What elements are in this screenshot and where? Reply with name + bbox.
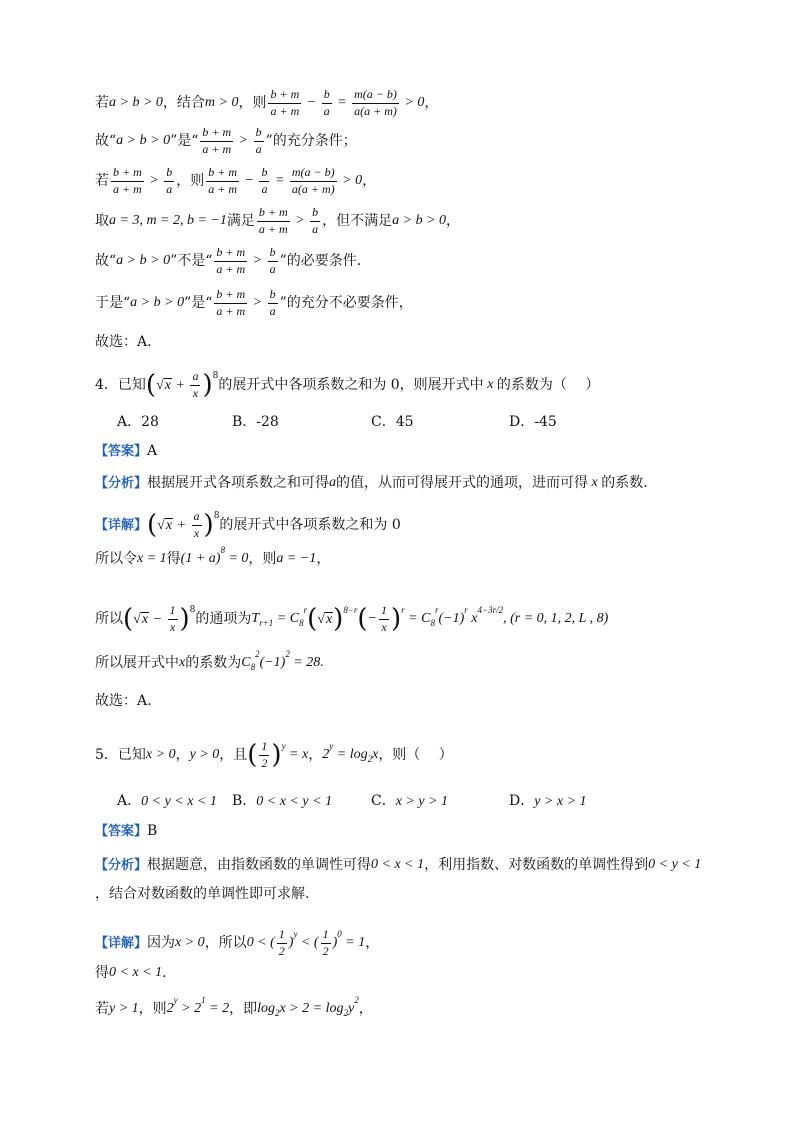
fraction: $\frac{a}{x}$: [193, 509, 200, 540]
question-number: 4．已知: [95, 377, 146, 394]
text: 所以令: [95, 551, 137, 567]
text: 故“: [95, 253, 117, 270]
answer-4: [95, 444, 157, 458]
detail-tag: 【详解】: [95, 935, 148, 951]
text: 因为: [147, 935, 176, 952]
text: 所以展开式中: [95, 655, 179, 671]
detail-5-step-2: 若 y > 1 ，则 $2^y > 2^1 = 2$ ，即 $\log_2x > 2 = \log_2y^2$ ，: [95, 995, 373, 1018]
detail-tag: 【详解】: [95, 517, 148, 533]
text: 得: [95, 965, 109, 981]
option-d: D．y > x > 1: [509, 793, 587, 809]
option-a: A．0 < y < x < 1: [117, 793, 217, 809]
solution-line-1: 若 a > b > 0 ，结合 m > 0 ，则 $\frac{b + m}{a + m}$ − $\frac{b}{a}$ = $\frac{m(a - b)}{a(a + m)}$ > 0 ，: [95, 87, 439, 118]
text: ，且: [219, 747, 248, 764]
text: ，则: [238, 95, 267, 112]
option-b: B．-28: [232, 414, 279, 430]
math-expr: m > 0: [204, 95, 239, 111]
text: ”的充分不必要条件，: [279, 295, 413, 312]
text: 所以: [95, 611, 123, 628]
text: 的系数为（ ）: [496, 377, 600, 394]
text: 的展开式中各项系数之和为 0，则展开式中: [218, 377, 484, 394]
solution-line-6: 于是“ a > b > 0 ”是“ $\frac{b + m}{a + m}$ > $\frac{b}{a}$ ”的充分不必要条件，: [95, 287, 413, 318]
solution-line-5: 故“ a > b > 0 ”不是“ $\frac{b + m}{a + m}$ > $\frac{b}{a}$ ”的必要条件．: [95, 245, 371, 276]
answer-value: A: [147, 443, 158, 459]
text: ，则: [176, 173, 205, 190]
text: ，但不满足: [322, 213, 393, 230]
text: ，: [308, 747, 323, 764]
text: ，: [446, 213, 461, 230]
question-5: 5．已知 x > 0 ， y > 0 ，且 ( $\frac{1}{2}$ ) y = x ， $2^y = \log_2x$ ，则（ ）: [95, 739, 453, 771]
analysis-tag: 【分析】: [95, 475, 148, 491]
text: ，: [424, 95, 439, 112]
math-expr: a = 3, m = 2, b = −1: [109, 213, 227, 229]
text: ，: [175, 747, 190, 764]
fraction: $\frac{b}{a}$: [323, 87, 330, 118]
text: ，结合: [162, 95, 205, 112]
fraction: $\frac{b}{a}$: [269, 245, 276, 276]
text: 的通项为: [195, 611, 252, 628]
answer-tag: 【答案】: [95, 823, 148, 839]
math-expr: a > b > 0: [392, 213, 447, 229]
analysis-5-cont: [95, 887, 309, 901]
text: ，: [316, 551, 331, 567]
text: ，则（ ）: [378, 747, 453, 764]
option-c: C．45: [371, 414, 414, 430]
text: ，: [362, 173, 377, 190]
fraction: $\frac{m(a - b)}{a(a + m)}$: [291, 165, 335, 196]
text: ，: [358, 1001, 373, 1017]
text: ”不是“: [170, 253, 213, 270]
math-expr: a > b > 0: [109, 95, 163, 111]
text: .: [162, 965, 167, 981]
fraction: $\frac{b + m}{a + m}$: [270, 87, 300, 118]
text: ，结合对数函数的单调性即可求解.: [95, 886, 310, 902]
analysis-5: 【分析】 根据题意，由指数函数的单调性可得 0 < x < 1 ，利用指数、对数函数的单调性得到 0 < y < 1: [95, 857, 702, 873]
option-d: D．-45: [509, 414, 557, 430]
text: 若: [95, 173, 109, 190]
math-expr: a > b > 0: [116, 253, 171, 269]
text: 得: [166, 551, 181, 567]
text: ，: [365, 935, 380, 952]
text: ，利用指数、对数函数的单调性得到: [424, 857, 649, 873]
solution-line-4: 取 a = 3, m = 2, b = −1 满足 $\frac{b + m}{a + m}$ > $\frac{b}{a}$ ，但不满足 a > b > 0 ，: [95, 205, 461, 236]
math-expr: a > b > 0: [116, 133, 171, 149]
solution-line-7: [95, 335, 161, 349]
fraction: $\frac{b}{a}$: [255, 125, 262, 156]
text: 故选：A．: [95, 334, 162, 350]
text: 于是“: [95, 295, 131, 312]
detail-4-step-2: 所以 ( √x − $\frac{1}{x}$ ) 8 的通项为 $T_{r+1} = C_8^r$ ( √x ) 8−r ( − $\frac{1}{x}$ ) r = $C_8^r(-1)^r$ $x^{4-3r/2}$, (r = 0, 1, 2, L , 8): [95, 603, 609, 635]
text: 若: [95, 95, 109, 112]
answer-5: [95, 824, 157, 838]
fraction: $\frac{1}{x}$: [169, 603, 176, 634]
detail-5-step-1: 得 0 < x < 1 .: [95, 965, 167, 981]
analysis-4: 【分析】 根据展开式各项系数之和可得 a 的值，从而可得展开式的通项，进而可得 x 的系数.: [95, 475, 648, 491]
fraction: $\frac{b}{a}$: [269, 287, 276, 318]
text: ”是“: [170, 133, 199, 150]
fraction: $\frac{1}{2}$: [261, 739, 268, 770]
math-expr: a > b > 0: [130, 295, 185, 311]
option-c: C．x > y > 1: [371, 793, 449, 809]
solution-line-3: 若 $\frac{b + m}{a + m}$ > $\frac{b}{a}$ ，则 $\frac{b + m}{a + m}$ − $\frac{b}{a}$ = $\frac{m(a - b)}{a(a + m)}$ > 0 ，: [95, 165, 377, 196]
text: 满足: [226, 213, 255, 230]
question-4: 4．已知 ( √x + $\frac{a}{x}$ ) 8 的展开式中各项系数之和为 0，则展开式中 x 的系数为（ ）: [95, 369, 600, 401]
text: ，即: [229, 1001, 258, 1017]
fraction: $\frac{b + m}{a + m}$: [208, 165, 237, 196]
option-b: B．0 < x < y < 1: [232, 793, 333, 809]
detail-4-step-1: 所以令 x = 1 得 $(1 + a)^8 = 0$ ，则 a = −1 ，: [95, 545, 331, 567]
fraction: $\frac{b}{a}$: [312, 205, 319, 236]
text: ，则: [138, 1001, 167, 1017]
question-number: 5．已知: [95, 747, 146, 764]
option-a: A．28: [117, 414, 159, 430]
text: ，则: [248, 551, 277, 567]
detail-4: 【详解】 ( √x + $\frac{a}{x}$ ) 8 的展开式中各项系数之和为 0: [95, 509, 401, 541]
fraction: $\frac{b}{a}$: [261, 165, 268, 196]
text: 的系数为: [185, 655, 242, 671]
text: ”是“: [184, 295, 213, 312]
detail-4-end: [95, 694, 152, 708]
analysis-tag: 【分析】: [95, 857, 148, 873]
text: 根据展开式各项系数之和可得: [147, 475, 330, 491]
detail-5: 【详解】 因为 x > 0 ，所以 0 < ( $\frac{1}{2}$ )$^y$ < ( $\frac{1}{2}$ )$^0$ = 1 ，: [95, 927, 380, 958]
fraction: $\frac{1}{2}$: [278, 927, 285, 958]
text: 的展开式中各项系数之和为 0: [219, 517, 401, 534]
text: ”的充分条件；: [265, 133, 357, 150]
fraction: $\frac{a}{x}$: [192, 369, 199, 400]
text: 的值，从而可得展开式的通项，进而可得: [336, 475, 589, 491]
answer-tag: 【答案】: [95, 443, 148, 459]
text: 根据题意，由指数函数的单调性可得: [147, 857, 372, 873]
fraction: $\frac{m(a - b)}{a(a + m)}$: [354, 87, 397, 118]
fraction: $\frac{b + m}{a + m}$: [216, 287, 246, 318]
fraction: $\frac{1}{x}$: [381, 603, 387, 634]
detail-4-step-3: 所以展开式中 x 的系数为 $C_8^2(-1)^2 = 28$.: [95, 649, 324, 672]
fraction: $\frac{b}{a}$: [166, 165, 173, 196]
text: 故选：A.: [95, 693, 152, 709]
fraction: $\frac{b + m}{a + m}$: [258, 205, 288, 236]
text: 取: [95, 213, 109, 230]
text: ”的必要条件．: [279, 253, 371, 270]
answer-value: B: [147, 823, 158, 839]
text: 若: [95, 1001, 109, 1017]
fraction: $\frac{b + m}{a + m}$: [202, 125, 232, 156]
text: ，所以: [204, 935, 247, 952]
fraction: $\frac{b + m}{a + m}$: [216, 245, 246, 276]
fraction: $\frac{b + m}{a + m}$: [113, 165, 142, 196]
fraction: $\frac{1}{2}$: [322, 927, 329, 958]
solution-line-2: 故“ a > b > 0 ”是“ $\frac{b + m}{a + m}$ > $\frac{b}{a}$ ”的充分条件；: [95, 125, 357, 156]
text: 故“: [95, 133, 117, 150]
text: 的系数.: [601, 475, 648, 491]
